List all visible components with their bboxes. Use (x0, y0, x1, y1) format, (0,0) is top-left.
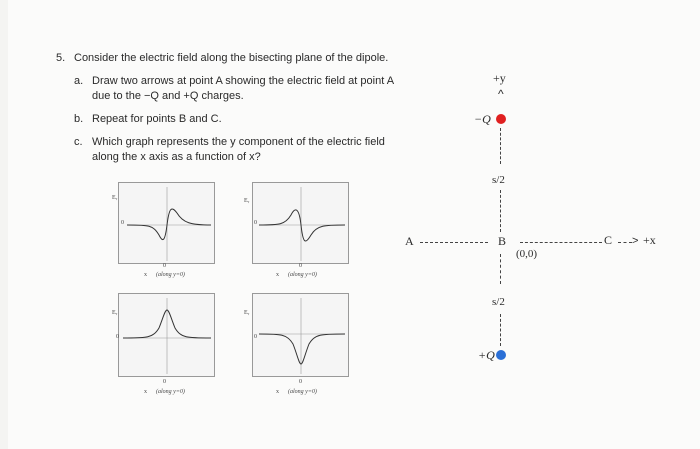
question-stem: Consider the electric field along the bisecting plane of the dipole. (74, 52, 389, 64)
graph-3-zero: 0 (116, 334, 119, 340)
graph-1-ylabel: Eᵧ (112, 195, 118, 201)
plus-x-label: +x (643, 233, 656, 247)
graph-2-xnote: (along y=0) (288, 272, 317, 278)
y-arrow-icon: ^ (498, 87, 504, 101)
graph-3-ylabel: Eᵧ (112, 310, 118, 316)
graph-1-origin: 0 (163, 263, 166, 269)
positive-charge-dot (496, 350, 506, 360)
graph-4-zero: 0 (254, 334, 257, 340)
x-axis-right-dash (520, 242, 602, 243)
graph-2-xlabel: x (276, 272, 279, 278)
graph-3[interactable] (118, 293, 215, 377)
point-a-label: A (405, 234, 414, 248)
point-b-label: B (498, 234, 507, 248)
part-b-label: b. (74, 113, 84, 125)
axis-mid-upper-dash (500, 190, 501, 232)
s2-top-label: s/2 (492, 174, 505, 186)
part-c-label: c. (74, 136, 83, 148)
graph-4-xnote: (along y=0) (288, 389, 317, 395)
worksheet-page (8, 0, 700, 449)
graph-3-origin: 0 (163, 379, 166, 385)
graph-4-ylabel: Eᵧ (244, 310, 250, 316)
graph-2[interactable] (252, 182, 349, 264)
point-c-label: C (604, 233, 613, 247)
axis-mid-lower-dash (500, 254, 501, 284)
graph-4-origin: 0 (299, 379, 302, 385)
plus-q-label: +Q (478, 348, 495, 362)
plus-y-label: +y (493, 71, 506, 85)
question-number: 5. (56, 52, 66, 64)
part-b-line1: Repeat for points B and C. (92, 113, 222, 125)
graph-1-xlabel: x (144, 272, 147, 278)
graph-2-zero: 0 (254, 220, 257, 226)
part-a-label: a. (74, 75, 84, 87)
graph-2-ylabel: Eᵧ (244, 198, 250, 204)
graph-4-xlabel: x (276, 389, 279, 395)
part-c-line2: along the x axis as a function of x? (92, 151, 261, 163)
s2-bottom-label: s/2 (492, 296, 505, 308)
axis-upper-dash (500, 128, 501, 164)
x-axis-far-dash (618, 242, 632, 243)
graph-3-xnote: (along y=0) (156, 389, 185, 395)
axis-lower-dash (500, 314, 501, 346)
origin-label: (0,0) (516, 248, 538, 260)
part-a-line1: Draw two arrows at point A showing the electric field at point A (92, 75, 395, 87)
minus-q-label: −Q (474, 112, 491, 126)
x-axis-left-dash (420, 242, 488, 243)
part-a-line2: due to the −Q and +Q charges. (92, 90, 244, 102)
graph-4[interactable] (252, 293, 349, 377)
graph-1-xnote: (along y=0) (156, 272, 185, 278)
graph-2-origin: 0 (299, 263, 302, 269)
part-c-line1: Which graph represents the y component of the electric field (92, 136, 385, 148)
x-arrow-icon: > (632, 235, 639, 247)
graph-3-xlabel: x (144, 389, 147, 395)
negative-charge-dot (496, 114, 506, 124)
graph-1[interactable] (118, 182, 215, 264)
graph-1-zero: 0 (121, 220, 124, 226)
